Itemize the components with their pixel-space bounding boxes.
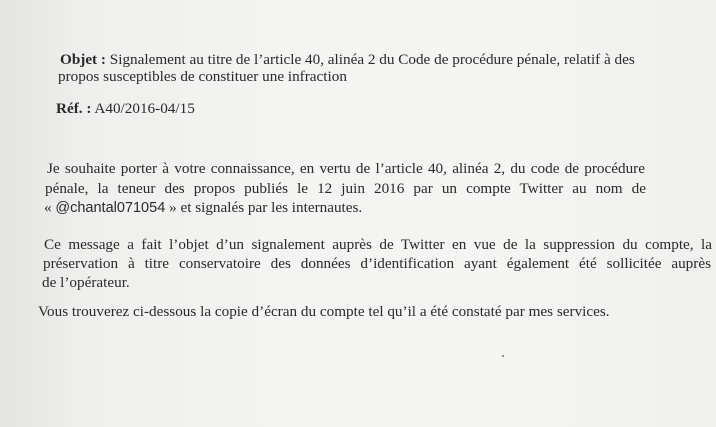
twitter-handle: @chantal071054	[55, 200, 166, 216]
objet-label: Objet :	[60, 51, 106, 68]
para2-line-1: Ce message a fait l’objet d’un signalement auprès de Twitter en vue de la suppression du compte, la	[44, 236, 712, 253]
para3-line-1: Vous trouverez ci-dessous la copie d’écran du compte tel qu’il a été constaté par mes services.	[38, 303, 610, 320]
objet-text-1: Signalement au titre de l’article 40, alinéa 2 du Code de procédure pénale, relatif à des	[109, 51, 635, 68]
ref-label: Réf. :	[56, 100, 92, 117]
para2-line-3: de l’opérateur.	[42, 274, 130, 291]
para1-line-1: Je souhaite porter à votre connaissance, en vertu de l’article 40, alinéa 2, du code de procédure	[47, 160, 645, 177]
ref-line	[56, 100, 195, 118]
para1-line-2: pénale, la teneur des propos publiés le 12 juin 2016 par un compte Twitter au nom de	[45, 180, 646, 197]
ref-value: A40/2016-04/15	[94, 100, 195, 117]
objet-text-2: propos susceptibles de constituer une infraction	[58, 68, 347, 85]
paper-speck	[502, 355, 504, 357]
para2-line-2: préservation à titre conservatoire des données d’identification ayant également été sollicitée auprès	[43, 255, 711, 272]
objet-line-1	[60, 51, 635, 69]
objet-line-2	[58, 68, 347, 86]
para1-line-3: « @chantal071054 » et signalés par les internautes.	[44, 199, 363, 216]
